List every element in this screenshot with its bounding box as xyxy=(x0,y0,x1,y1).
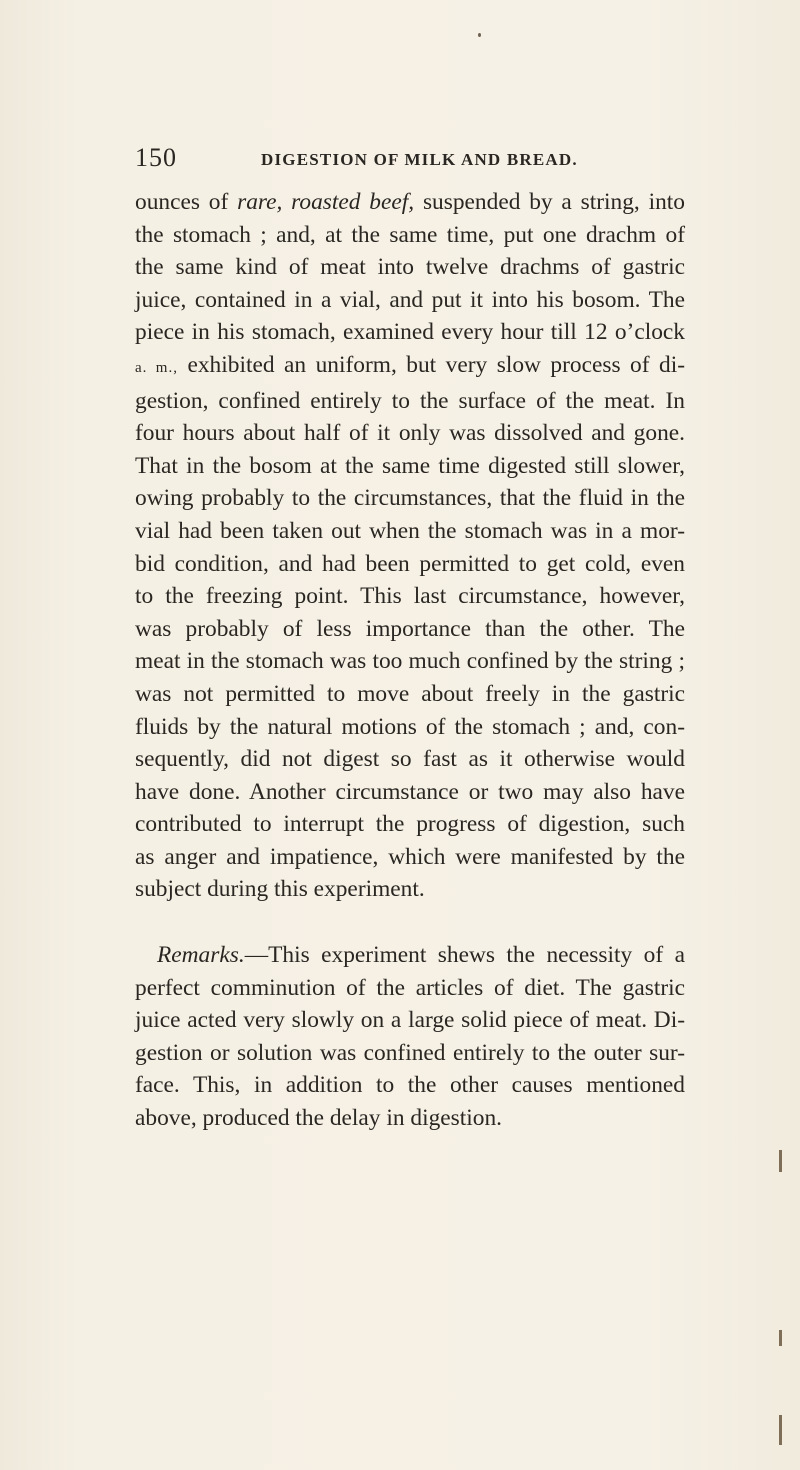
italic-phrase: rare, roasted beef, xyxy=(237,189,415,215)
page-header xyxy=(135,143,695,177)
text-line: fluids by the natural motions of the stomach ; and, con- xyxy=(135,713,685,740)
paragraph-experiment xyxy=(135,186,685,906)
body-text xyxy=(135,186,685,1135)
remarks-heading: Remarks. xyxy=(157,942,245,969)
text-line: perfect comminution of the articles of diet. The gastric xyxy=(135,974,685,1001)
text-line xyxy=(135,186,685,219)
text-line: was probably of less importance than the other. The xyxy=(135,615,685,642)
text-line xyxy=(135,939,685,972)
text-line: have done. Another circumstance or two may also have xyxy=(135,778,685,805)
text-line: was not permitted to move about freely in the gastric xyxy=(135,680,685,707)
text-line: as anger and impatience, which were manifested by the xyxy=(135,843,685,870)
scan-mark xyxy=(779,1330,782,1346)
scan-mark xyxy=(779,1150,782,1172)
small-caps-time: a. m., xyxy=(135,359,178,376)
text-line: gestion or solution was confined entirely to the outer sur- xyxy=(135,1039,685,1066)
text-line: gestion, confined entirely to the surface of the meat. In xyxy=(135,387,685,414)
text-line: meat in the stomach was too much confined by the string ; xyxy=(135,648,685,675)
text-line: contributed to interrupt the progress of digestion, such xyxy=(135,811,685,838)
text-line: piece in his stomach, examined every hour till 12 o’clock xyxy=(135,319,685,346)
paper-speck xyxy=(478,33,481,37)
text-run: ounces of xyxy=(135,189,238,215)
text-run: suspended by a string, into xyxy=(414,189,685,215)
text-line: juice acted very slowly on a large solid piece of meat. Di- xyxy=(135,1007,685,1034)
text-run: —This experiment shews the necessity of a xyxy=(244,942,685,969)
text-line: That in the bosom at the same time digested still slower, xyxy=(135,452,685,479)
text-line: above, produced the delay in digestion. xyxy=(135,1105,502,1132)
text-line: bid condition, and had been permitted to get cold, even xyxy=(135,550,685,577)
text-line: the same kind of meat into twelve drachms of gastric xyxy=(135,254,685,281)
paragraph-gap xyxy=(135,906,685,939)
text-line: juice, contained in a vial, and put it into his bosom. The xyxy=(135,286,685,313)
text-line: the stomach ; and, at the same time, put one drachm of xyxy=(135,221,685,248)
text-line xyxy=(135,349,685,385)
running-head: DIGESTION OF MILK AND BREAD. xyxy=(261,150,578,169)
text-line: vial had been taken out when the stomach was in a mor- xyxy=(135,517,685,544)
text-line: four hours about half of it only was dissolved and gone. xyxy=(135,420,685,447)
text-line: to the freezing point. This last circumstance, however, xyxy=(135,583,685,610)
text-line: sequently, did not digest so fast as it otherwise would xyxy=(135,746,685,773)
text-line: subject during this experiment. xyxy=(135,876,425,903)
paragraph-remarks xyxy=(135,939,685,1135)
scan-mark xyxy=(779,1415,782,1445)
text-line: owing probably to the circumstances, that the fluid in the xyxy=(135,485,685,512)
page-number: 150 xyxy=(135,143,177,172)
text-run: exhibited an uniform, but very slow process of di- xyxy=(177,351,686,378)
text-line: face. This, in addition to the other causes mentioned xyxy=(135,1072,685,1099)
